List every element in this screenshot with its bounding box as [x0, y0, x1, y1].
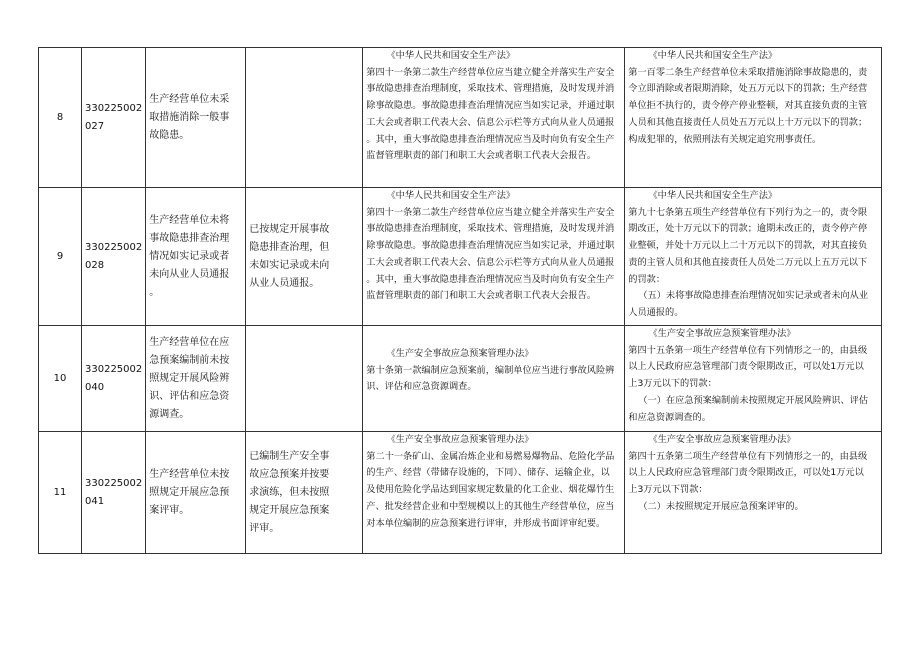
text-line: 令立即消除或者限期消除，处五万元以下的罚款；生产经营: [628, 83, 868, 95]
text-block: [149, 212, 242, 302]
text-block: [366, 205, 622, 305]
text-block: [366, 449, 622, 533]
text-block: [628, 65, 879, 149]
text-block: [149, 466, 242, 520]
item-description: [146, 188, 246, 326]
text-line: 330225002: [85, 477, 143, 489]
text-line: 隐患排查治理，但: [249, 241, 330, 253]
text-line: 。其中，重大事故隐患排查治理情况应当及时向负有安全生产: [366, 133, 615, 145]
text-line: 。: [149, 286, 160, 298]
text-block: [149, 91, 242, 145]
text-line: 工大会或者职工代表大会、信息公示栏等方式向从业人员通报: [366, 256, 615, 268]
text-line: 上3万元以下罚款：: [628, 484, 708, 496]
text-line: 028: [85, 259, 105, 271]
text-line: 对本单位编制的应急预案进行评审，并形成书面评审纪要。: [366, 517, 606, 529]
text-line: 040: [85, 381, 105, 393]
text-line: 监督管理职责的部门和职工大会或者职工代表大会报告。: [366, 150, 596, 162]
text-line: 330225002: [85, 102, 143, 114]
text-line: 急预案编制前未按: [149, 354, 230, 366]
text-block: [628, 449, 879, 499]
text-block: [628, 343, 879, 393]
text-line: 第一百零二条生产经营单位未采取措施消除事故隐患的，责: [628, 66, 868, 78]
text-line: 期改正，处十万元以下的罚款；逾期未改正的，责令停产停: [628, 223, 868, 235]
penalty-basis: [625, 48, 882, 188]
text-line: 识、评估和应急资源调查。: [366, 381, 477, 393]
text-block: [85, 361, 142, 397]
text-line: 从业人员通报。: [249, 277, 320, 289]
applicable-condition: [246, 188, 363, 326]
text-line: （五）未将事故隐患排查治理情况如实记录或者未向从业: [638, 290, 869, 302]
text-line: 以上人民政府应急管理部门责令限期改正，可以处1万元以: [628, 361, 864, 373]
legal-basis: [363, 48, 625, 188]
text-line: 人员通报的。: [628, 306, 684, 318]
law-title: 《生产安全事故应急预案管理办法》: [648, 328, 796, 339]
item-description: [146, 48, 246, 188]
penalty-basis: [625, 432, 882, 554]
text-line: 第九十七条第五项生产经营单位有下列行为之一的，责令限: [628, 206, 868, 218]
law-title: 《中华人民共和国安全生产法》: [648, 50, 778, 61]
text-block: [366, 363, 622, 396]
text-line: 生产经营单位未按: [149, 468, 230, 480]
applicable-condition: [246, 48, 363, 188]
text-line: 识、评估和应急资: [149, 390, 230, 402]
text-line: 构成犯罪的，依照刑法有关规定追究刑事责任。: [628, 133, 822, 145]
text-line: 330225002: [85, 241, 143, 253]
text-line: 事故隐患排查治理制度，采取技术、管理措施，及时发现并消: [366, 223, 615, 235]
text-line: （二）未按照规定开展应急预案评审的。: [638, 500, 804, 512]
text-line: 取措施消除一般事: [149, 111, 230, 123]
applicable-condition: [246, 326, 363, 432]
text-line: 。其中，重大事故隐患排查治理情况应当及时向负有安全生产: [366, 273, 615, 285]
text-line: 单位拒不执行的，责令停产停业整顿，对其直接负责的主管: [628, 100, 868, 112]
text-block: [249, 448, 359, 538]
text-line: 已编制生产安全事: [249, 450, 330, 462]
text-line: 第四十一条第二款生产经营单位应当建立健全并落实生产安全: [366, 206, 615, 218]
text-line: 规定开展应急预案: [249, 504, 330, 516]
text-line: 除事故隐患。事故隐患排查治理情况应当如实记录，并通过职: [366, 100, 615, 112]
law-title: 《中华人民共和国安全生产法》: [386, 190, 516, 201]
law-title: 《生产安全事故应急预案管理办法》: [648, 434, 796, 445]
table-body: [39, 48, 882, 554]
text-line: 生产经营单位未将: [149, 214, 230, 226]
enforcement-table: [38, 47, 882, 554]
text-line: 及使用危险化学品达到国家规定数量的化工企业、烟花爆竹生: [366, 484, 615, 496]
text-line: 求演练，但未按照: [249, 486, 330, 498]
law-title: 《中华人民共和国安全生产法》: [648, 190, 778, 201]
table-row: [39, 432, 882, 554]
text-line: 第二十一条矿山、金属冶炼企业和易燃易爆物品、危险化学品: [366, 450, 615, 462]
legal-basis: [363, 188, 625, 326]
text-line: 生产经营单位在应: [149, 336, 230, 348]
law-title: 《生产安全事故应急预案管理办法》: [386, 434, 534, 445]
text-line: 第十条第一款编制应急预案前，编制单位应当进行事故风险辨: [366, 364, 615, 376]
text-block: [628, 205, 879, 289]
penalty-item: [628, 393, 879, 426]
text-line: 人员和其他直接责任人员处五万元以上十万元以下的罚款；: [628, 116, 868, 128]
item-description: [146, 432, 246, 554]
row-number: 8: [39, 48, 82, 188]
text-line: 案评审。: [149, 504, 190, 516]
legal-basis: [363, 432, 625, 554]
table-row: [39, 326, 882, 432]
text-line: 生产经营单位未采: [149, 93, 230, 105]
row-number: 11: [39, 432, 82, 554]
row-number: 9: [39, 188, 82, 326]
text-line: 第四十五条第二项生产经营单位有下列情形之一的，由县级: [628, 450, 868, 462]
text-line: 事故隐患排查治理制度，采取技术、管理措施，及时发现并消: [366, 83, 615, 95]
text-line: 评审。: [249, 522, 280, 534]
text-line: 027: [85, 120, 105, 132]
item-code: [82, 432, 146, 554]
text-line: 除事故隐患。事故隐患排查治理情况应当如实记录，并通过职: [366, 240, 615, 252]
text-line: 以上人民政府应急管理部门责令限期改正，可以处1万元以: [628, 467, 864, 479]
table-row: [39, 48, 882, 188]
text-line: 第四十一条第二款生产经营单位应当建立健全并落实生产安全: [366, 66, 615, 78]
penalty-item: [628, 288, 879, 321]
text-block: [249, 221, 359, 293]
text-line: 故应急预案并按要: [249, 468, 330, 480]
text-line: 的生产、经营（带储存设施的，下同）、储存、运输企业，以: [366, 467, 610, 479]
text-line: 已按规定开展事故: [249, 223, 330, 235]
item-code: [82, 48, 146, 188]
text-block: [85, 100, 142, 136]
text-line: 未向从业人员通报: [149, 268, 230, 280]
applicable-condition: [246, 432, 363, 554]
text-line: 监督管理职责的部门和职工大会或者职工代表大会报告。: [366, 290, 596, 302]
penalty-basis: [625, 326, 882, 432]
text-block: [85, 475, 142, 511]
text-block: [85, 239, 142, 275]
table-row: [39, 188, 882, 326]
text-block: [149, 334, 242, 424]
item-code: [82, 188, 146, 326]
law-title: 《生产安全事故应急预案管理办法》: [386, 348, 534, 359]
row-number: 10: [39, 326, 82, 432]
text-line: 产、批发经营企业和中型规模以上的其他生产经营单位，应当: [366, 500, 615, 512]
penalty-basis: [625, 188, 882, 326]
text-line: 的罚款：: [628, 273, 666, 285]
text-line: 源调查。: [149, 408, 190, 420]
text-line: 照规定开展风险辨: [149, 372, 230, 384]
text-line: 情况如实记录或者: [149, 250, 230, 262]
item-code: [82, 326, 146, 432]
law-title: 《中华人民共和国安全生产法》: [386, 50, 516, 61]
penalty-item: [628, 499, 879, 516]
text-block: [366, 65, 622, 165]
text-line: 责的主管人员和其他直接责任人员处二万元以上五万元以下: [628, 256, 868, 268]
text-line: 未如实记录或未向: [249, 259, 330, 271]
text-line: 330225002: [85, 363, 143, 375]
text-line: 041: [85, 495, 105, 507]
text-line: 故隐患。: [149, 129, 190, 141]
text-line: 事故隐患排查治理: [149, 232, 230, 244]
text-line: 工大会或者职工代表大会、信息公示栏等方式向从业人员通报: [366, 116, 615, 128]
text-line: 上3万元以下的罚款：: [628, 378, 717, 390]
legal-basis: [363, 326, 625, 432]
item-description: [146, 326, 246, 432]
text-line: （一）在应急预案编制前未按照规定开展风险辨识、评估: [638, 394, 869, 406]
text-line: 照规定开展应急预: [149, 486, 230, 498]
text-line: 和应急资源调查的。: [628, 411, 711, 423]
text-line: 业整顿，并处十万元以上二十万元以下的罚款，对其直接负: [628, 240, 868, 252]
text-line: 第四十五条第一项生产经营单位有下列情形之一的，由县级: [628, 344, 868, 356]
